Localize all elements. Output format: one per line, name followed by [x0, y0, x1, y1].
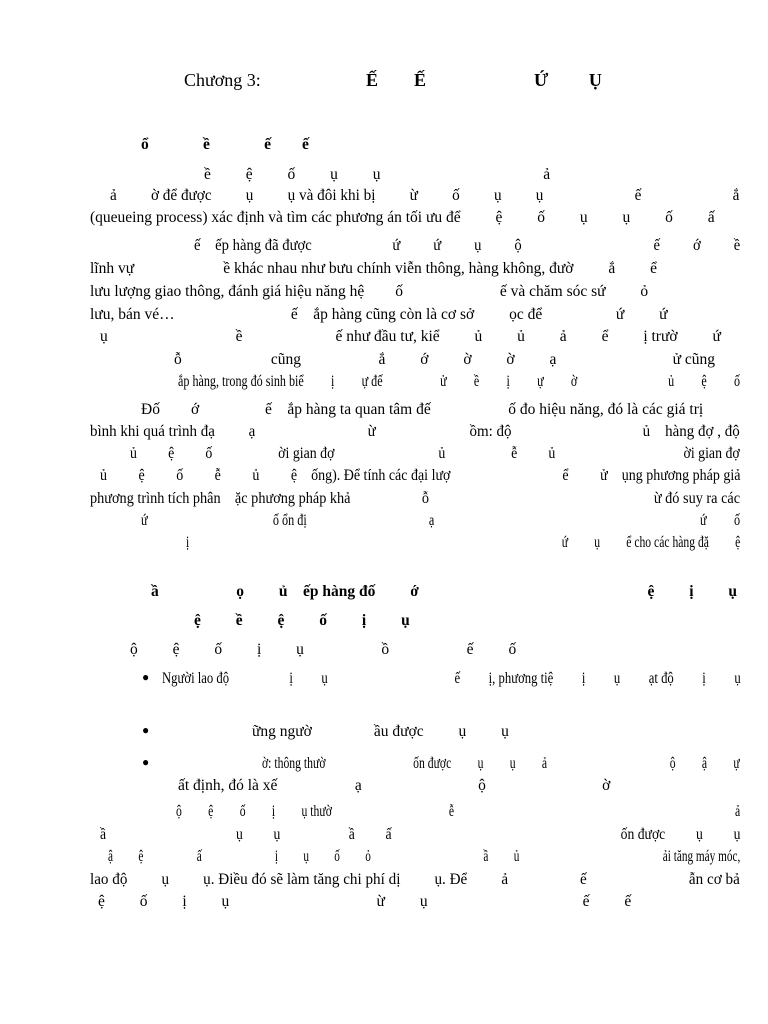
section-heading-2: ầ ọ ủ ếp hàng đố ớ ệ ị ụ — [151, 583, 737, 600]
paragraph-line: lưu lượng giao thông, đánh giá hiệu năng hệ ố ế và chăm sóc sứ ỏ — [90, 283, 649, 300]
paragraph-line: ả ờ để được ụ ụ và đôi khi bị ừ ố ụ ụ ế ắ — [110, 187, 740, 204]
bullet-item: ững ngườ ầu được ụ ụ — [252, 723, 509, 740]
bullet-item: ờ: thông thườ ốn được ụ ụ ả ộ ậ ự — [262, 755, 740, 772]
subsection-heading: ệ ề ệ ố ị ụ — [194, 612, 410, 629]
paragraph-line: ứ ố ổn đị ạ ứ ố — [141, 512, 741, 529]
paragraph-line: ủ ệ ố ễ ủ ệ ống). Để tính các đại lượ ể ử ụng phương pháp giả — [100, 467, 741, 484]
paragraph-line: ậ ệ ấ ị ụ ố ỏ ầ ủ ải tăng máy móc, — [108, 848, 741, 865]
paragraph-line: ộ ệ ố ị ụ thườ ễ ả — [176, 803, 741, 820]
paragraph-line: lao độ ụ ụ. Điều đó sẽ làm tăng chi phí dị ụ. Để ả ế ẫn cơ bả — [90, 871, 740, 888]
bullet-item: Người lao độ ị ụ ế ị, phương tiệ ị ụ ạt độ ị ụ — [162, 670, 741, 687]
paragraph-line: ắp hàng, trong đó sinh biể ị ự đế ử ề ị ự ờ ủ ệ ố — [178, 373, 741, 390]
paragraph-line: ị ứ ụ ể cho các hàng đặ ệ — [186, 534, 741, 551]
paragraph-line: ủ ệ ố ời gian đợ ủ ễ ủ ời gian đợ — [130, 445, 740, 462]
paragraph-line: (queueing process) xác định và tìm các phương án tối ưu để ệ ố ụ ụ ố ấ — [90, 209, 715, 226]
bullet-marker: ● — [142, 670, 150, 684]
chapter-title: Ế Ế Ứ Ụ — [366, 70, 602, 90]
paragraph-line: ế ếp hàng đã được ứ ứ ụ ộ ế ớ ề — [194, 237, 741, 254]
bullet-marker: ● — [142, 723, 150, 737]
paragraph-line: ệ ố ị ụ ừ ụ ế ế — [98, 893, 632, 910]
paragraph-line: ầ ụ ụ ầ ấ ốn được ụ ụ — [100, 826, 741, 843]
paragraph-line: lưu, bán vé… ế ắp hàng cũng còn là cơ sở ọc để ứ ứ — [90, 306, 668, 323]
paragraph-line: bình khi quá trình đạ ạ ừ ồm: độ ủ hàng đợ , độ — [90, 423, 740, 440]
paragraph-line: ụ ề ế như đầu tư, kiể ủ ủ ả ể ị trườ ứ — [100, 328, 721, 345]
bullet-marker: ● — [142, 755, 150, 769]
paragraph-line: ỗ cũng ắ ớ ờ ờ ạ ử cũng — [174, 351, 716, 368]
paragraph-line: Đố ớ ế ắp hàng ta quan tâm đế ố đo hiệu năng, đó là các giá trị — [141, 401, 704, 418]
bullet-item-continued: ất định, đó là xế ạ ộ ờ — [178, 777, 611, 794]
paragraph-line: ề ệ ố ụ ụ ả — [204, 166, 551, 183]
paragraph-line: lĩnh vự ề khác nhau như bưu chính viễn thông, hàng không, đườ ắ ể — [90, 260, 657, 277]
intro-line: ộ ệ ố ị ụ ồ ế ố — [130, 641, 517, 658]
section-heading-1: ổ ề ế ế — [141, 136, 309, 153]
paragraph-line: phương trình tích phân ặc phương pháp khả ỗ ừ đó suy ra các — [90, 490, 741, 507]
chapter-label: Chương 3: — [184, 70, 261, 90]
